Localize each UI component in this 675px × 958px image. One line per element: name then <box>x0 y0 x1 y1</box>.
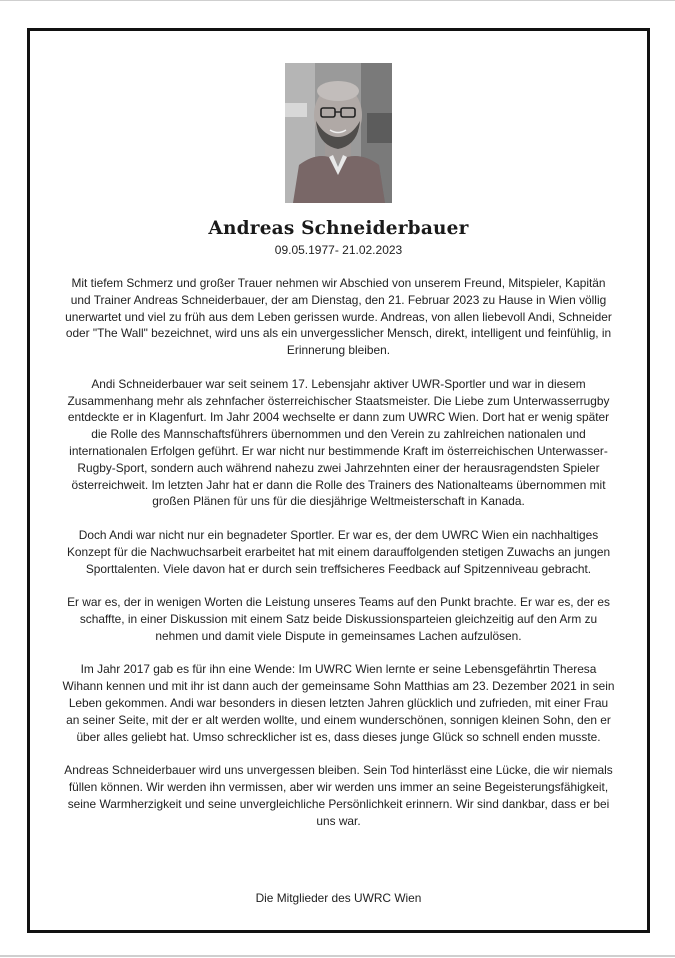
paragraph: Andi Schneiderbauer war seit seinem 17. Lebensjahr aktiver UWR-Sportler und war in diesem Zusammenhang mehr als zehnfacher österreichischer Staatsmeister. Die Liebe zum Unterwasserrugby entdeckte er in Klagenfurt. Im Jahr 2004 wechselte er dann zum UWRC Wien. Dort hat er wenig später die Rolle des Mannschaftsführers übernommen und den Verein zu zahlreichen nationalen und internationalen Erfolgen geführt. Er war nicht nur bestimmende Kraft im österreichischen Unterwasser-Rugby-Sport, sondern auch während nahezu zwei Jahrzehnten einer der herausragendsten Spieler österreichweit. Im letzten Jahr hat er dann die Rolle des Trainers des Nationalteams übernommen mit großen Plänen für uns für die diesjährige Weltmeisterschaft in Kanada. <box>67 376 610 509</box>
paragraph: Mit tiefem Schmerz und großer Trauer nehmen wir Abschied von unserem Freund, Mitspieler, Kapitän und Trainer Andreas Schneiderbauer, der am Dienstag, den 21. Februar 2023 zu Hause in Wien völlig unerwartet und viel zu früh aus dem Leben gerissen wurde. Andreas, von allen liebevoll Andi, Schneider oder "The Wall" bezeichnet, wird uns als ein unvergesslicher Mensch, direkt, intelligent und feinfühlig, in Erinnerung bleiben. <box>65 276 612 358</box>
obituary-text <box>62 275 615 846</box>
paragraph: Doch Andi war nicht nur ein begnadeter Sportler. Er war es, der dem UWRC Wien ein nachhaltiges Konzept für die Nachwuchsarbeit erarbeitet hat mit einem darauffolgenden stetigen Zuwachs an jungen Sporttalenten. Viele davon hat er durch sein treffsicheres Feedback auf Spitzenniveau gebracht. <box>66 527 611 576</box>
portrait-photo <box>285 63 392 203</box>
paragraph: Er war es, der in wenigen Worten die Leistung unseres Teams auf den Punkt brachte. Er war es, der es schaffte, in einer Diskussion mit einem Satz beide Diskussionsparteien gleichzeitig auf den Arm zu nehmen und damit viele Dispute in gemeinsames Lachen aufzulösen. <box>67 595 610 643</box>
life-dates: 09.05.1977- 21.02.2023 <box>274 243 403 257</box>
paragraph: Im Jahr 2017 gab es für ihn eine Wende: Im UWRC Wien lernte er seine Lebensgefährtin Theresa Wihann kennen und mit ihr ist dann auch der gemeinsame Sohn Matthias am 23. Dezember 2021 in sein Leben gekommen. Andi war besonders in diesen letzten Jahren glücklich und zufrieden, mit einer Frau an seiner Seite, mit der er alt werden wollte, und einem wunderschönen, sonnigen kleinen Sohn, den er über alles geliebt hat. Umso schrecklicher ist es, dass dieses junge Glück so schnell enden musste. <box>62 662 615 744</box>
paragraph: Andreas Schneiderbauer wird uns unvergessen bleiben. Sein Tod hinterlässt eine Lücke, die wir niemals füllen können. Wir werden ihn vermissen, aber wir werden uns immer an seine Begeisterungsfähigkeit, seine Warmherzigkeit und seine unvergleichliche Persönlichkeit erinnern. Wir sind dankbar, dass er bei uns war. <box>64 763 613 828</box>
deceased-name: Andreas Schneiderbauer <box>208 218 469 239</box>
page-bottom-edge <box>0 955 675 957</box>
page-top-edge <box>0 0 675 1</box>
signature: Die Mitglieder des UWRC Wien <box>255 891 422 905</box>
